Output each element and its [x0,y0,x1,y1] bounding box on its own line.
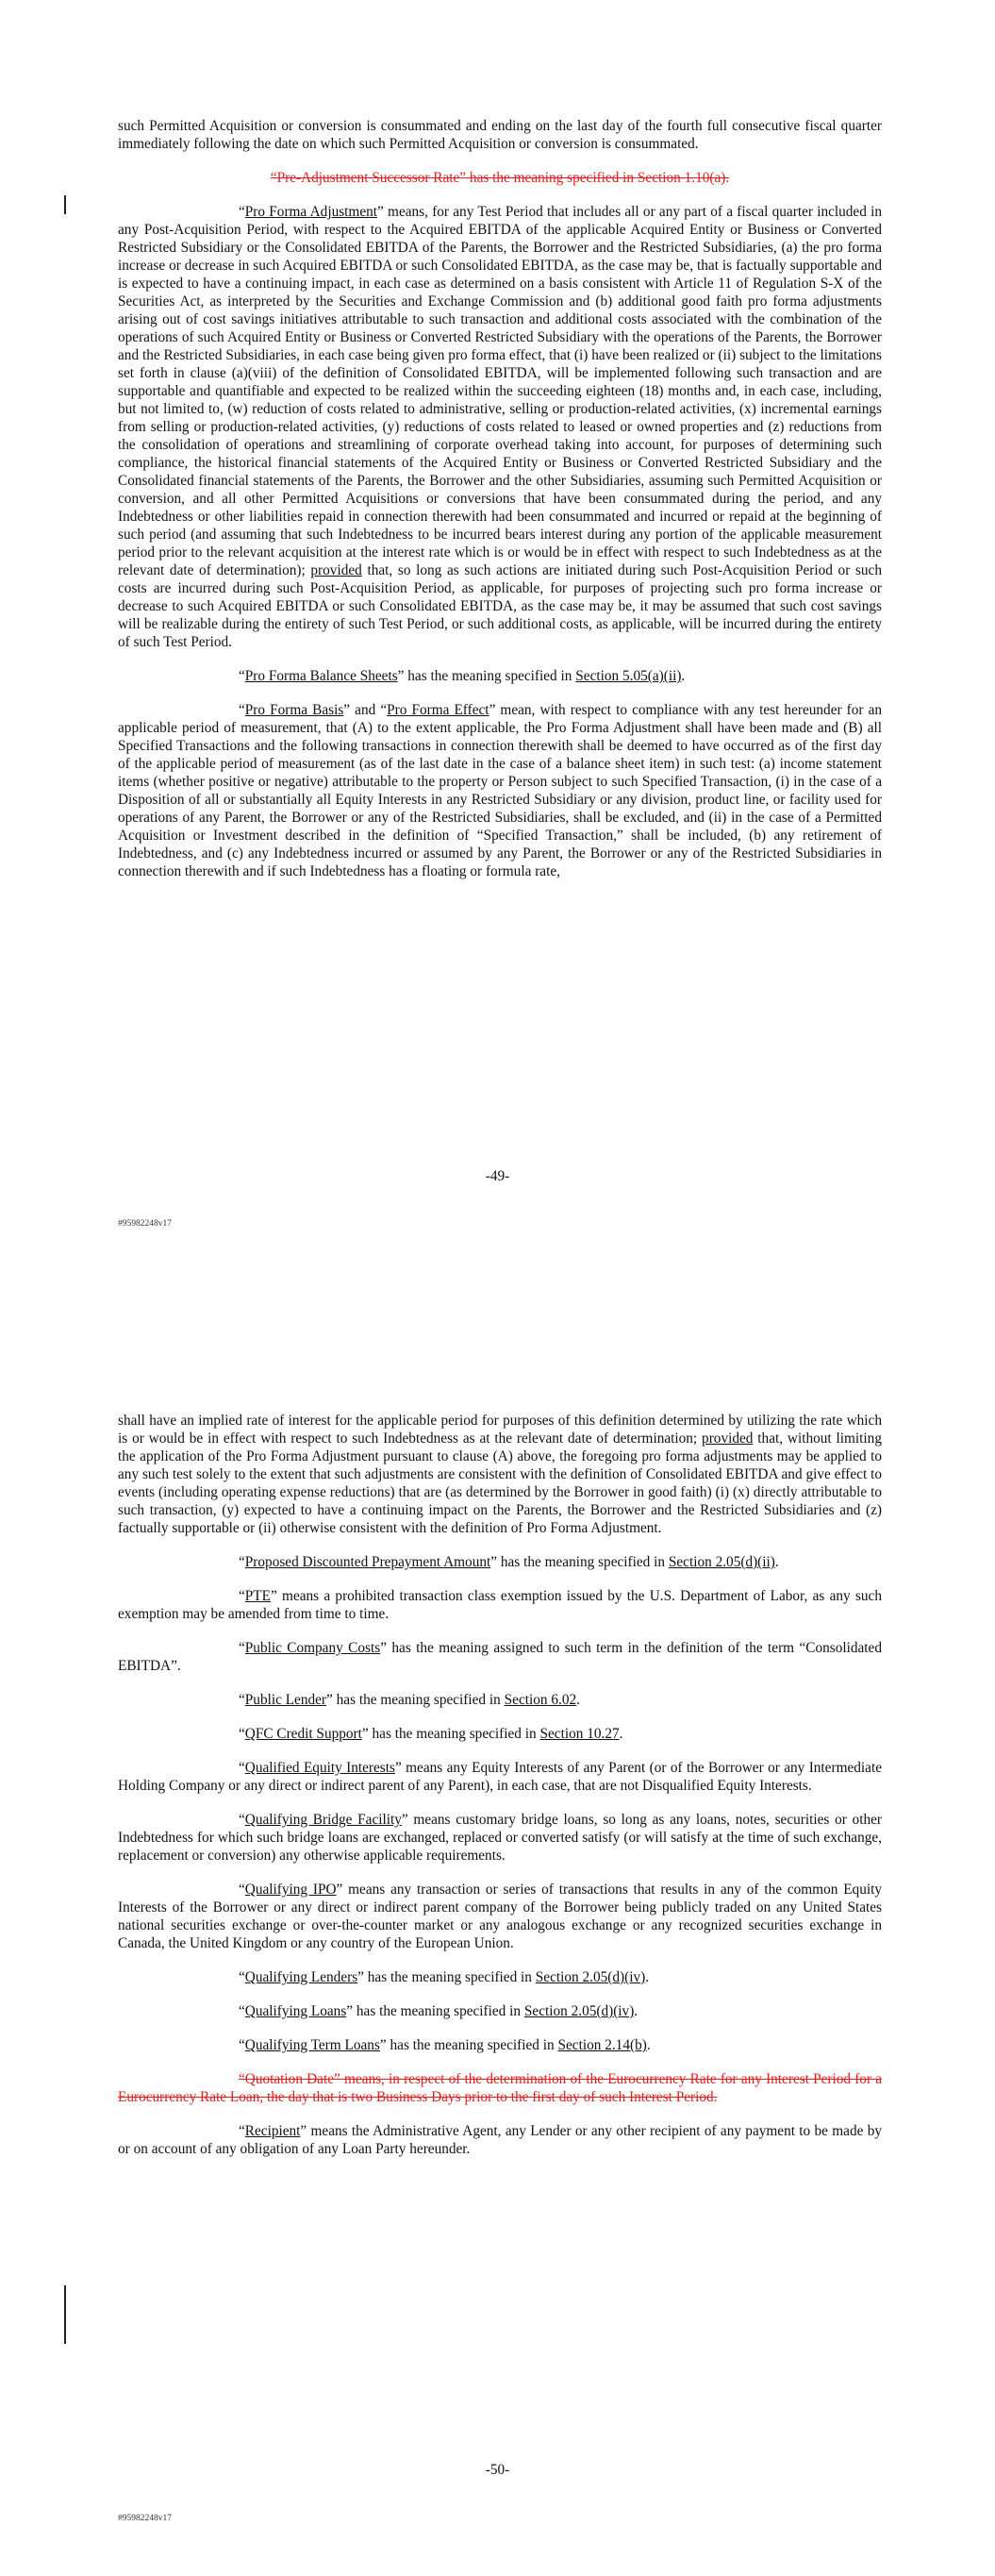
definition-pro-forma-adjustment: “Pro Forma Adjustment” means, for any Test Period that includes all or any part of a fiscal quarter included in any Post-Acquisition Period, with respect to the Acquired EBITDA of the applicable Acquired Entity or Business or Converted Restricted Subsidiary or the Consolidated EBITDA of the Parents, the Borrower and the Restricted Subsidiaries, (a) the pro forma increase or decrease in such Acquired EBITDA or such Consolidated EBITDA, as the case may be, that is factually supportable and is expected to have a continuing impact, in each case as determined on a basis consistent with Article 11 of Regulation S-X of the Securities Act, as interpreted by the Securities and Exchange Commission and (b) additional good faith pro forma adjustments arising out of cost savings initiatives attributable to such transaction and additional costs associated with the combination of the operations of such Acquired Entity or Business or Converted Restricted Subsidiary with the operations of the Parents, the Borrower and the Restricted Subsidiaries, in each case being given pro forma effect, that (i) have been realized or (ii) subject to the limitations set forth in clause (a)(viii) of the definition of Consolidated EBITDA, will be implemented following such transaction and are supportable and quantifiable and expected to be realized within the succeeding eighteen (18) months and, in each case, including, but not limited to, (w) reduction of costs related to administrative, selling or production-related activities, (x) incremental earnings from selling or production-related activities, (y) reductions of costs related to leased or owned properties and (z) reductions from the consolidation of operations and streamlining of corporate overhead taking into account, for purposes of determining such compliance, the historical financial statements of the Acquired Entity or Business or Converted Restricted Subsidiary and the Consolidated financial statements of the Parents, the Borrower and the other Subsidiaries, assuming such Permitted Acquisition or conversion, and all other Permitted Acquisitions or conversions that have been consummated during the period, and any Indebtedness or other liabilities repaid in connection therewith had been consummated and incurred or repaid at the beginning of such period (and assuming that such Indebtedness to be incurred bears interest during any portion of the applicable measurement period prior to the relevant acquisition at the interest rate which is or would be in effect with respect to such Indebtedness as at the relevant date of determination); provided that, so long as such actions are initiated during such Post-Acquisition Period or such costs are incurred during such Post-Acquisition Period, as applicable, for purposes of projecting such pro forma increase or decrease to such Acquired EBITDA or such Consolidated EBITDA, as the case may be, it may be assumed that such cost savings will be realizable during the entirety of such Test Period, or such additional costs, as applicable, will be incurred during the entirety of such Test Period. [118,204,883,650]
term: Qualifying Term Loans [244,2037,380,2053]
definition-qualified-equity-interests: “Qualified Equity Interests” means any Equity Interests of any Parent (or of the Borrower or any Intermediate Holding Company or any direct or indirect parent of any Parent), in each case, that are not Disqualified Equity Interests. [118,1760,882,1794]
section-reference: Section 2.05(d)(iv) [523,2003,635,2019]
term: Qualifying IPO [244,1882,337,1898]
definition-qualifying-loans: “Qualifying Loans” has the meaning specified in Section 2.05(d)(iv). [239,2003,638,2019]
term: Qualifying Loans [244,2003,347,2019]
term: Qualifying Bridge Facility [244,1812,402,1828]
section-reference: Section 2.05(d)(iv) [535,1969,646,1985]
term-pro-forma-balance-sheets: Pro Forma Balance Sheets [244,668,398,684]
revision-bar [64,2285,66,2344]
section-reference: Section 10.27 [539,1726,620,1742]
term: PTE [244,1588,271,1604]
definition-proposed-discounted-prepayment-amount: “Proposed Discounted Prepayment Amount” has the meaning specified in Section 2.05(d)(ii). [239,1554,779,1570]
term: Recipient [244,2123,301,2139]
deleted-definition-quotation-date: “Quotation Date” means, in respect of the determination of the Eurocurrency Rate for any Interest Period for a Eurocurrency Rate Loan, the day that is two Business Days prior to the first day of such Interest Period. [118,2071,882,2105]
definition-qualifying-lenders: “Qualifying Lenders” has the meaning specified in Section 2.05(d)(iv). [239,1969,650,1985]
provided-term: provided [310,562,362,578]
definition-public-company-costs: “Public Company Costs” has the meaning assigned to such term in the definition of the term “Consolidated EBITDA”. [118,1640,882,1674]
definition-qualifying-ipo: “Qualifying IPO” means any transaction or series of transactions that results in any of the common Equity Interests of the Borrower or any direct or indirect parent company of the Borrower being publicly traded on any United States national securities exchange or over-the-counter market or any analogous exchange or any recognized securities exchange in Canada, the United Kingdom or any country of the European Union. [118,1882,882,1951]
provided-term: provided [702,1430,754,1447]
definition-pte: “PTE” means a prohibited transaction class exemption issued by the U.S. Department of Labor, as any such exemption may be amended from time to time. [118,1588,882,1622]
term: Public Company Costs [244,1640,381,1656]
page-number: -50- [485,2462,510,2478]
term-pro-forma-basis: Pro Forma Basis [244,702,344,718]
page-50-body [118,1412,882,2174]
definition-public-lender: “Public Lender” has the meaning specified in Section 6.02. [239,1692,580,1708]
section-reference: Section 2.05(d)(ii) [668,1554,775,1570]
term: Qualifying Lenders [244,1969,358,1985]
page-number: -49- [485,1168,510,1184]
page-50 [0,1288,995,2576]
definition-qualifying-bridge-facility: “Qualifying Bridge Facility” means customary bridge loans, so long as any loans, notes, securities or other Indebtedness for which such bridge loans are exchanged, replaced or converted satisfy (or will satisfy at the time of such exchange, replacement or conversion) any otherwise applicable requirements. [118,1812,882,1864]
document-id: #95982248v17 [118,1219,172,1229]
section-reference: Section 2.14(b) [557,2037,647,2053]
term: QFC Credit Support [244,1726,362,1742]
term: Proposed Discounted Prepayment Amount [244,1554,491,1570]
definition-pro-forma-basis: “Pro Forma Basis” and “Pro Forma Effect” mean, with respect to compliance with any test hereunder for an applicable period of measurement, that (A) to the extent applicable, the Pro Forma Adjustment shall have been made and (B) all Specified Transactions and the following transactions in connection therewith shall be deemed to have occurred as of the first day of the applicable period of measurement (as of the last date in the case of a balance sheet item) in such test: (a) income statement items (whether positive or negative) attributable to the property or Person subject to such Specified Transaction, (i) in the case of a Disposition of all or substantially all Equity Interests in any Restricted Subsidiary or any division, product line, or facility used for operations of any Parent, the Borrower or any of the Restricted Subsidiaries, shall be excluded, and (ii) in the case of a Permitted Acquisition or Investment described in the definition of “Specified Transaction,” shall be included, (b) any retirement of Indebtedness, and (c) any Indebtedness incurred or assumed by any Parent, the Borrower or any of the Restricted Subsidiaries in connection therewith and if such Indebtedness has a floating or formula rate, [118,702,883,879]
term: Public Lender [244,1692,327,1708]
paragraph-continuation: shall have an implied rate of interest for the applicable period for purposes of this definition determined by utilizing the rate which is or would be in effect with respect to such Indebtedness as at the relevant date of determination; provided that, without limiting the application of the Pro Forma Adjustment pursuant to clause (A) above, the foregoing pro forma adjustments may be applied to any such test solely to the extent that such adjustments are consistent with the definition of Consolidated EBITDA and give effect to events (including operating expense reductions) that are (as determined by the Borrower in good faith) (i) (x) directly attributable to such transaction, (y) expected to have a continuing impact on the Parents, the Borrower and the Restricted Subsidiaries and (z) factually supportable or (ii) otherwise consistent with the definition of Pro Forma Adjustment. [118,1413,882,1536]
definition-qfc-credit-support: “QFC Credit Support” has the meaning specified in Section 10.27. [239,1726,623,1742]
page-49-body [118,117,882,896]
term-pro-forma-effect: Pro Forma Effect [387,702,489,718]
definition-recipient: “Recipient” means the Administrative Agent, any Lender or any other recipient of any payment to be made by or on account of any obligation of any Loan Party hereunder. [118,2123,882,2157]
revision-bar [64,195,66,214]
deleted-definition-pre-adjustment: “Pre-Adjustment Successor Rate” has the meaning specified in Section 1.10(a). [270,170,730,186]
definition-qualifying-term-loans: “Qualifying Term Loans” has the meaning specified in Section 2.14(b). [239,2037,651,2053]
document-id: #95982248v17 [118,2514,172,2523]
term: Qualified Equity Interests [244,1760,395,1776]
definition-pro-forma-balance-sheets: “Pro Forma Balance Sheets” has the meaning specified in Section 5.05(a)(ii). [239,668,686,684]
term-pro-forma-adjustment: Pro Forma Adjustment [244,204,378,220]
section-reference: Section 5.05(a)(ii) [575,668,682,684]
section-reference: Section 6.02 [504,1692,577,1708]
paragraph-continuation: such Permitted Acquisition or conversion is consummated and ending on the last day of the fourth full consecutive fiscal quarter immediately following the date on which such Permitted Acquisition or conversion is consummated. [118,118,882,152]
